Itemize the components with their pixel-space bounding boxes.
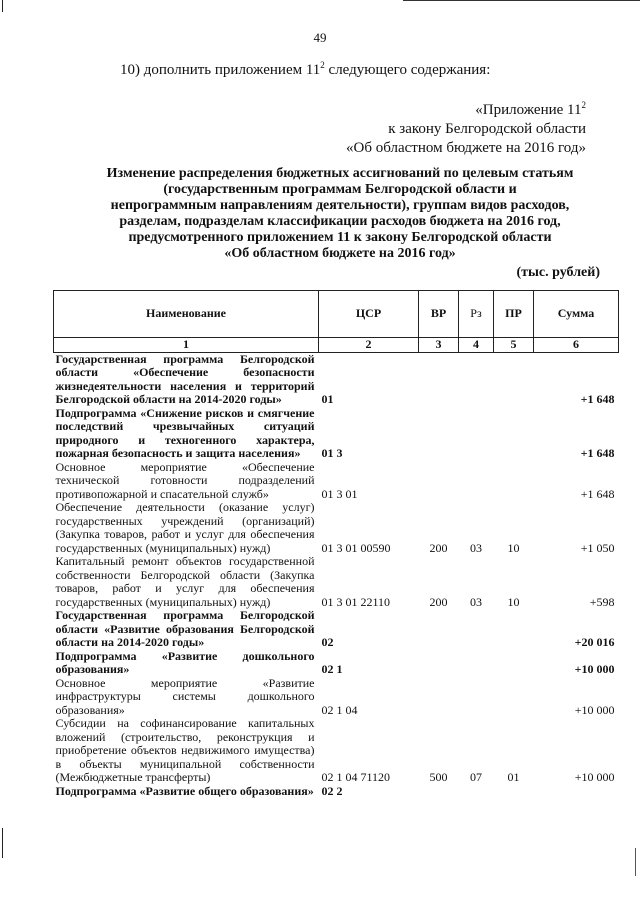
cell-vr: [419, 650, 459, 677]
cell-vr: 200: [429, 594, 448, 609]
col-number: 3: [419, 338, 459, 353]
cell-name: Капитальный ремонт объектов государственной собственности Белгородской области (Закупка товаров, работ и услуг для обеспечения государственных (муниципальных) нужд): [55, 554, 315, 609]
table-row: [54, 785, 619, 799]
cell-vr: [419, 407, 459, 461]
table-row: [54, 677, 619, 718]
cell-csr: 01 3: [321, 446, 343, 460]
cell-sum: +10 000: [574, 662, 615, 676]
table-row: [54, 461, 619, 502]
cell-sum: +1 648: [580, 392, 615, 406]
cell-rz: [459, 650, 494, 677]
appendix-header: [346, 96, 586, 158]
cell-sum: +1 648: [580, 446, 615, 460]
cell-name: Основное мероприятие «Развитие инфраструктуры системы дошкольного образования»: [55, 675, 315, 717]
cell-sum: +10 000: [574, 702, 615, 717]
budget-table: [53, 290, 619, 798]
title-line: (государственным программам Белгородской области и: [163, 182, 517, 197]
cell-vr: [419, 677, 459, 718]
cell-csr: 01 3 01 22110: [321, 594, 391, 609]
col-number: 4: [459, 338, 494, 353]
cell-rz: 03: [470, 594, 482, 609]
column-number-row: [54, 338, 619, 353]
cell-name: Государственная программа Белгородской области «Развитие образования Белгородской области на 2014-2020 годы»: [55, 608, 315, 649]
header-vr: ВР: [419, 291, 459, 338]
unit-label: (тыс. рублей): [516, 265, 600, 280]
appendix-line-1: [346, 96, 586, 120]
col-number: 5: [494, 338, 534, 353]
table-row: [54, 407, 619, 461]
title-line: предусмотренного приложением 11 к закону Белгородской области: [128, 230, 552, 245]
cell-csr: 02 2: [321, 783, 343, 798]
cell-csr: 01: [321, 392, 334, 406]
amendment-text: 10) дополнить приложением 11: [120, 62, 321, 78]
header-name: Наименование: [54, 291, 319, 338]
cell-rz: [459, 609, 494, 650]
cell-pr: [494, 609, 534, 650]
cell-rz: [459, 677, 494, 718]
title-line: непрограммным направлениям деятельности), группам видов расходов,: [110, 198, 570, 213]
table-row: [54, 555, 619, 609]
cell-pr: [494, 352, 534, 407]
table-row: [54, 609, 619, 650]
cell-vr: 200: [429, 540, 448, 555]
appendix-title: «Приложение 11: [475, 102, 582, 118]
header-pr: ПР: [494, 291, 534, 338]
appendix-superscript: 2: [581, 100, 586, 110]
cell-rz: 03: [470, 540, 482, 555]
cell-csr: 01 3 01: [321, 486, 358, 501]
cell-sum: +10 000: [574, 770, 615, 784]
cell-name: Подпрограмма «Развитие дошкольного образования»: [55, 648, 315, 676]
cell-sum: +1 648: [580, 486, 615, 501]
header-rz: Рз: [459, 291, 494, 338]
appendix-line-2: к закону Белгородской области: [388, 121, 586, 137]
table-body: [54, 352, 619, 798]
cell-name: Подпрограмма «Развитие общего образования»: [55, 783, 314, 798]
cell-vr: [419, 785, 459, 799]
col-number: 2: [319, 338, 419, 353]
cell-sum: +598: [589, 594, 615, 609]
document-title: [90, 166, 590, 262]
cell-sum: +20 016: [574, 635, 615, 649]
title-line: Изменение распределения бюджетных ассигнований по целевым статьям: [106, 166, 574, 181]
amendment-suffix: следующего содержания:: [324, 62, 491, 78]
cell-name: Обеспечение деятельности (оказание услуг) государственных учреждений (организаций) (Закупка товаров, работ и услуг для обеспечения государственных (муниципальных) нужд): [55, 500, 315, 555]
amendment-superscript: 2: [320, 60, 325, 70]
cell-vr: 500: [429, 770, 448, 784]
title-line: «Об областном бюджете на 2016 год»: [224, 246, 456, 261]
cell-rz: [459, 352, 494, 407]
cell-rz: [459, 461, 494, 502]
table-row: [54, 501, 619, 555]
left-margin-mark: [2, 0, 3, 12]
cell-vr: [419, 609, 459, 650]
right-margin-mark: [635, 848, 636, 876]
cell-sum: +1 050: [580, 540, 615, 555]
cell-pr: [494, 461, 534, 502]
header-sum: Сумма: [534, 291, 619, 338]
page-number: 49: [313, 30, 327, 45]
cell-csr: 02 1 04 71120: [321, 770, 391, 784]
title-line: разделам, подразделам классификации расходов бюджета на 2016 год,: [119, 214, 561, 229]
cell-name: Субсидии на софинансирование капитальных вложений (строительство, реконструкция и приобретение объектов недвижимого имущества) в объекты муниципальной собственности (Межбюджетные трансферты): [55, 716, 315, 784]
table-row: [54, 352, 619, 407]
cell-vr: [419, 461, 459, 502]
cell-name: Подпрограмма «Снижение рисков и смягчение последствий чрезвычайных ситуаций природного и техногенного характера, пожарная безопасность и защита населения»: [55, 405, 315, 460]
cell-name: Государственная программа Белгородской области «Обеспечение безопасности жизнедеятельности населения и территорий Белгородской области на 2014-2020 годы»: [55, 351, 315, 406]
table-row: [54, 650, 619, 677]
amendment-line: [120, 60, 490, 79]
appendix-line-3: «Об областном бюджете на 2016 год»: [346, 140, 586, 156]
cell-rz: [459, 785, 494, 799]
cell-csr: 01 3 01 00590: [321, 540, 391, 555]
cell-pr: [494, 407, 534, 461]
cell-rz: 07: [470, 770, 482, 784]
table-row: [54, 717, 619, 785]
cell-pr: 01: [507, 770, 520, 784]
cell-pr: 10: [507, 540, 520, 555]
left-margin-mark: [2, 828, 3, 858]
top-rule: [403, 0, 640, 1]
cell-pr: [494, 785, 534, 799]
header-csr: ЦСР: [319, 291, 419, 338]
cell-sum: [534, 785, 619, 799]
cell-pr: [494, 677, 534, 718]
cell-pr: 10: [507, 594, 520, 609]
col-number: 6: [534, 338, 619, 353]
cell-vr: [419, 352, 459, 407]
col-number: 1: [54, 338, 319, 353]
cell-pr: [494, 650, 534, 677]
cell-rz: [459, 407, 494, 461]
cell-name: Основное мероприятие «Обеспечение технической готовности подразделений противопожарной и спасательной служб»: [55, 459, 315, 501]
table-header-row: [54, 291, 619, 338]
cell-csr: 02 1 04: [321, 702, 358, 717]
cell-csr: 02: [321, 635, 334, 649]
cell-csr: 02 1: [321, 662, 343, 676]
